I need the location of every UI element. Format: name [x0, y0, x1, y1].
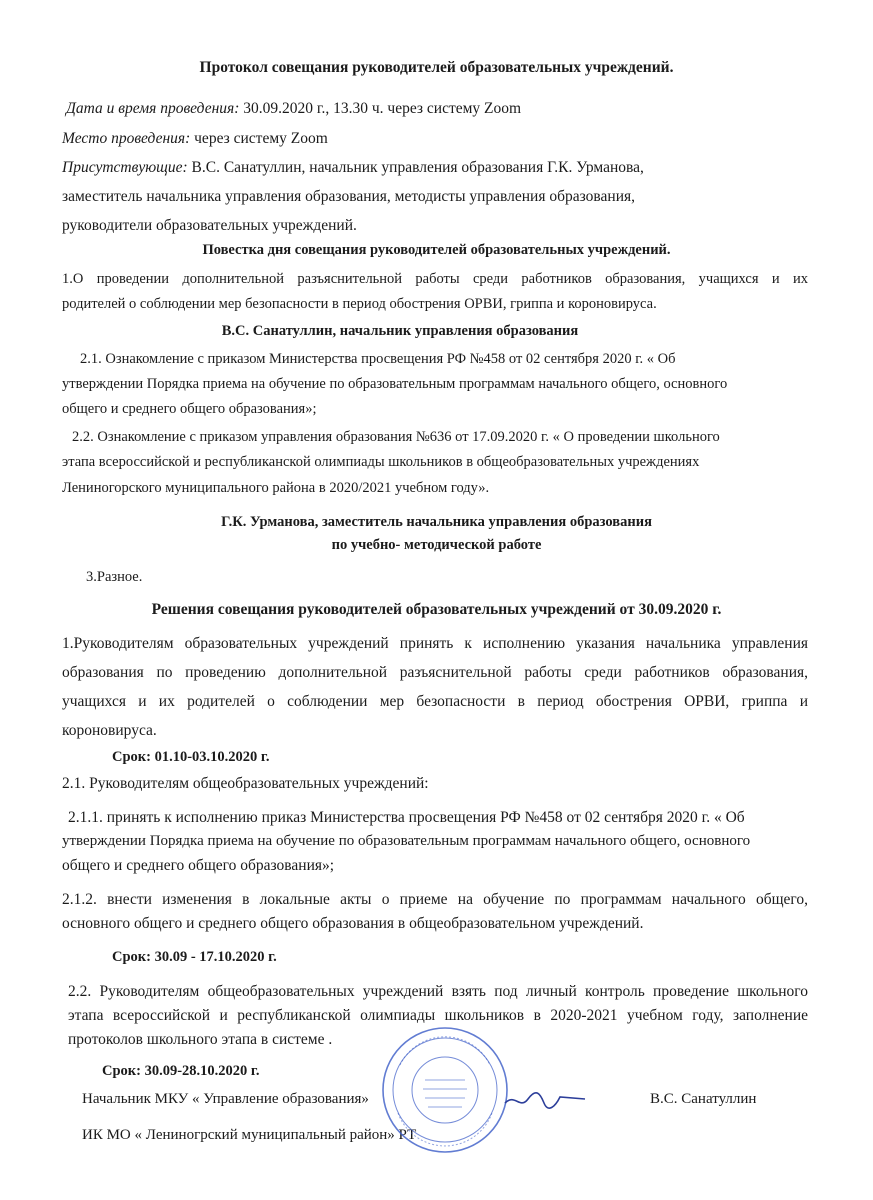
- meeting-date: [66, 99, 521, 118]
- attendees-label: Присутствующие:: [62, 159, 188, 176]
- agenda-item-2-2-end: Лениногорского муниципального района в 2020/2021 учебном году».: [62, 480, 490, 496]
- decision-2-2-end: протоколов школьного этапа в системе .: [68, 1031, 333, 1048]
- agenda-heading: Повестка дня совещания руководителей образовательных учреждений.: [202, 242, 671, 258]
- agenda-item-2-1-end: общего и среднего общего образования»;: [62, 401, 317, 417]
- decision-1-line-3: учащихся и их родителей о соблюдении мер безопасности в период обострения ОРВИ, гриппа и: [62, 693, 808, 710]
- decision-2-2: 2.2. Руководителям общеобразовательных учреждений взять под личный контроль проведение школьного: [68, 983, 808, 1000]
- attendees-value: В.С. Санатуллин, начальник управления образования Г.К. Урманова,: [187, 159, 644, 176]
- agenda-item-2-2: 2.2. Ознакомление с приказом управления образования №636 от 17.09.2020 г. « О проведении школьного: [72, 429, 720, 445]
- signatory-position: Начальник МКУ « Управление образования»: [82, 1091, 369, 1107]
- document-title: Протокол совещания руководителей образовательных учреждений.: [199, 59, 674, 76]
- agenda-speaker-2: Г.К. Урманова, заместитель начальника управления образования: [221, 514, 652, 530]
- agenda-item-2-1: 2.1. Ознакомление с приказом Министерства просвещения РФ №458 от 02 сентября 2020 г. « Об: [80, 351, 676, 367]
- date-label: Дата и время проведения:: [66, 100, 240, 117]
- decision-1: 1.Руководителям образовательных учреждений принять к исполнению указания начальника управления: [62, 635, 808, 652]
- deadline-2: Срок: 30.09 - 17.10.2020 г.: [112, 949, 277, 965]
- signatory-organization: ИК МО « Лениногрский муниципальный район» РТ: [82, 1127, 417, 1143]
- decisions-heading: Решения совещания руководителей образовательных учреждений от 30.09.2020 г.: [151, 601, 722, 618]
- decision-2-1-1-cont: утверждении Порядка приема на обучение по образовательным программам начального общего, основного: [62, 833, 751, 849]
- decision-1-line-4: короновируса.: [62, 722, 157, 739]
- agenda-speaker-1: В.С. Санатуллин, начальник управления образования: [221, 323, 579, 339]
- decision-2-2-cont: этапа всероссийской и республиканской олимпиады школьников в 2020-2021 учебном году, заполнение: [68, 1007, 808, 1024]
- agenda-item-2-2-cont: этапа всероссийской и республиканской олимпиады школьников в общеобразовательных учреждениях: [62, 454, 700, 470]
- agenda-item-2-1-cont: утверждении Порядка приема на обучение по образовательным программам начального общего, основного: [62, 376, 728, 392]
- agenda-item-3: 3.Разное.: [86, 569, 143, 585]
- date-value: 30.09.2020 г., 13.30 ч. через систему Zoom: [239, 100, 522, 117]
- attendees: [62, 158, 644, 177]
- decision-2-1-1-end: общего и среднего общего образования»;: [62, 857, 335, 874]
- decision-2-1-2-cont: основного общего и среднего общего образования в общеобразовательном учреждений.: [62, 915, 644, 932]
- agenda-speaker-2-role: по учебно- методической работе: [331, 537, 542, 553]
- place-value: через систему Zoom: [190, 130, 328, 147]
- place-label: Место проведения:: [62, 130, 191, 147]
- deadline-1: Срок: 01.10-03.10.2020 г.: [112, 749, 270, 765]
- meeting-place: [62, 129, 328, 148]
- decision-2-1-1: 2.1.1. принять к исполнению приказ Министерства просвещения РФ №458 от 02 сентября 2020 г. « Об: [68, 809, 745, 826]
- deadline-3: Срок: 30.09-28.10.2020 г.: [102, 1063, 260, 1079]
- signatory-name: В.С. Санатуллин: [650, 1091, 757, 1107]
- attendees-line-3: руководители образовательных учреждений.: [62, 217, 357, 234]
- decision-2-1-intro: 2.1. Руководителям общеобразовательных учреждений:: [62, 775, 429, 792]
- handwritten-signature: [500, 1085, 590, 1115]
- decision-2-1-2: 2.1.2. внести изменения в локальные акты о приеме на обучение по программам начального общего,: [62, 891, 808, 908]
- official-stamp: [380, 1025, 510, 1155]
- agenda-item-1-cont: родителей о соблюдении мер безопасности в период обострения ОРВИ, гриппа и короновируса.: [62, 296, 657, 312]
- decision-1-line-2: образования по проведению дополнительной разъяснительной работы среди работников образования,: [62, 664, 808, 681]
- agenda-item-1: 1.О проведении дополнительной разъяснительной работы среди работников образования, учащихся и их: [62, 271, 808, 287]
- attendees-line-2: заместитель начальника управления образования, методисты управления образования,: [62, 188, 635, 205]
